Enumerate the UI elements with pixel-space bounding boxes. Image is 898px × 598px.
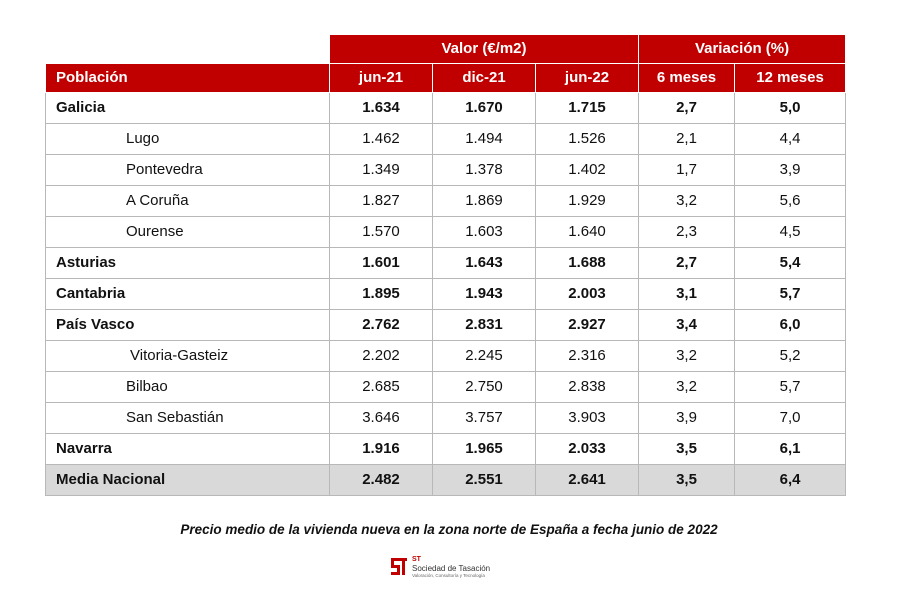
row-name: Navarra <box>46 434 330 465</box>
cell-6-meses: 3,2 <box>639 186 735 217</box>
row-name: País Vasco <box>46 310 330 341</box>
cell-12-meses: 5,0 <box>735 93 846 124</box>
cell-12-meses: 5,7 <box>735 372 846 403</box>
cell-dic21: 1.494 <box>433 124 536 155</box>
cell-jun22: 2.003 <box>536 279 639 310</box>
cell-jun22: 1.688 <box>536 248 639 279</box>
cell-6-meses: 2,7 <box>639 93 735 124</box>
table-row-asturias <box>46 248 846 279</box>
cell-jun21: 3.646 <box>330 403 433 434</box>
cell-dic21: 2.551 <box>433 465 536 496</box>
cell-6-meses: 2,3 <box>639 217 735 248</box>
cell-12-meses: 6,0 <box>735 310 846 341</box>
cell-dic21: 3.757 <box>433 403 536 434</box>
header-variacion: Variación (%) <box>639 35 846 64</box>
cell-6-meses: 3,5 <box>639 434 735 465</box>
cell-jun22: 2.927 <box>536 310 639 341</box>
row-name: Media Nacional <box>46 465 330 496</box>
table-row-a-coruna <box>46 186 846 217</box>
cell-jun22: 2.316 <box>536 341 639 372</box>
cell-jun22: 3.903 <box>536 403 639 434</box>
logo-tagline: Valoración, Consultoría y Tecnología <box>412 573 485 578</box>
cell-12-meses: 6,1 <box>735 434 846 465</box>
cell-jun22: 1.640 <box>536 217 639 248</box>
table-row-cantabria <box>46 279 846 310</box>
cell-jun22: 2.838 <box>536 372 639 403</box>
cell-dic21: 1.670 <box>433 93 536 124</box>
table-caption: Precio medio de la vivienda nueva en la zona norte de España a fecha junio de 2022 <box>180 522 718 537</box>
cell-dic21: 1.965 <box>433 434 536 465</box>
table-row-vitoria-gasteiz <box>46 341 846 372</box>
cell-dic21: 2.831 <box>433 310 536 341</box>
cell-dic21: 1.869 <box>433 186 536 217</box>
st-logo-icon <box>390 556 408 578</box>
cell-jun21: 1.916 <box>330 434 433 465</box>
cell-12-meses: 7,0 <box>735 403 846 434</box>
row-name: Galicia <box>46 93 330 124</box>
header-jun22: jun-22 <box>536 64 639 93</box>
header-6-meses: 6 meses <box>639 64 735 93</box>
cell-12-meses: 5,7 <box>735 279 846 310</box>
cell-6-meses: 1,7 <box>639 155 735 186</box>
cell-12-meses: 5,6 <box>735 186 846 217</box>
cell-12-meses: 4,4 <box>735 124 846 155</box>
row-name: Bilbao <box>46 372 330 403</box>
table-row-lugo <box>46 124 846 155</box>
row-name: Asturias <box>46 248 330 279</box>
cell-6-meses: 2,1 <box>639 124 735 155</box>
cell-6-meses: 3,5 <box>639 465 735 496</box>
cell-jun21: 2.482 <box>330 465 433 496</box>
table-row-pontevedra <box>46 155 846 186</box>
cell-jun22: 2.641 <box>536 465 639 496</box>
table-row-media-nacional <box>46 465 846 496</box>
cell-6-meses: 3,2 <box>639 372 735 403</box>
cell-6-meses: 3,1 <box>639 279 735 310</box>
column-header-row <box>46 64 846 93</box>
row-name: Pontevedra <box>46 155 330 186</box>
cell-jun21: 2.685 <box>330 372 433 403</box>
sociedad-de-tasacion-logo <box>390 556 530 586</box>
cell-jun21: 1.349 <box>330 155 433 186</box>
cell-jun21: 1.601 <box>330 248 433 279</box>
cell-12-meses: 6,4 <box>735 465 846 496</box>
table-row-bilbao <box>46 372 846 403</box>
cell-jun22: 2.033 <box>536 434 639 465</box>
row-name: Cantabria <box>46 279 330 310</box>
blank-header-cell <box>46 35 330 64</box>
row-name: San Sebastián <box>46 403 330 434</box>
cell-dic21: 1.643 <box>433 248 536 279</box>
price-table <box>45 34 846 496</box>
cell-jun22: 1.715 <box>536 93 639 124</box>
group-header-row <box>46 35 846 64</box>
cell-dic21: 2.245 <box>433 341 536 372</box>
cell-12-meses: 3,9 <box>735 155 846 186</box>
cell-6-meses: 3,4 <box>639 310 735 341</box>
cell-dic21: 2.750 <box>433 372 536 403</box>
cell-dic21: 1.943 <box>433 279 536 310</box>
logo-name: Sociedad de Tasación <box>412 564 491 573</box>
table-row-galicia <box>46 93 846 124</box>
cell-jun22: 1.929 <box>536 186 639 217</box>
cell-dic21: 1.603 <box>433 217 536 248</box>
header-jun21: jun-21 <box>330 64 433 93</box>
header-12-meses: 12 meses <box>735 64 846 93</box>
row-name: A Coruña <box>46 186 330 217</box>
cell-jun21: 1.462 <box>330 124 433 155</box>
cell-jun22: 1.402 <box>536 155 639 186</box>
row-name: Vitoria-Gasteiz <box>46 341 330 372</box>
cell-6-meses: 3,2 <box>639 341 735 372</box>
cell-jun21: 1.895 <box>330 279 433 310</box>
cell-12-meses: 4,5 <box>735 217 846 248</box>
header-valor: Valor (€/m2) <box>330 35 639 64</box>
table-row-san-sebastian <box>46 403 846 434</box>
cell-12-meses: 5,2 <box>735 341 846 372</box>
cell-jun21: 1.570 <box>330 217 433 248</box>
cell-jun21: 1.827 <box>330 186 433 217</box>
row-name: Lugo <box>46 124 330 155</box>
cell-12-meses: 5,4 <box>735 248 846 279</box>
header-dic21: dic-21 <box>433 64 536 93</box>
cell-jun21: 1.634 <box>330 93 433 124</box>
table-row-ourense <box>46 217 846 248</box>
cell-jun22: 1.526 <box>536 124 639 155</box>
cell-dic21: 1.378 <box>433 155 536 186</box>
cell-6-meses: 3,9 <box>639 403 735 434</box>
table-row-pais-vasco <box>46 310 846 341</box>
row-name: Ourense <box>46 217 330 248</box>
header-poblacion: Población <box>46 64 330 93</box>
cell-jun21: 2.762 <box>330 310 433 341</box>
logo-abbr: ST <box>412 556 421 563</box>
cell-jun21: 2.202 <box>330 341 433 372</box>
table-row-navarra <box>46 434 846 465</box>
cell-6-meses: 2,7 <box>639 248 735 279</box>
